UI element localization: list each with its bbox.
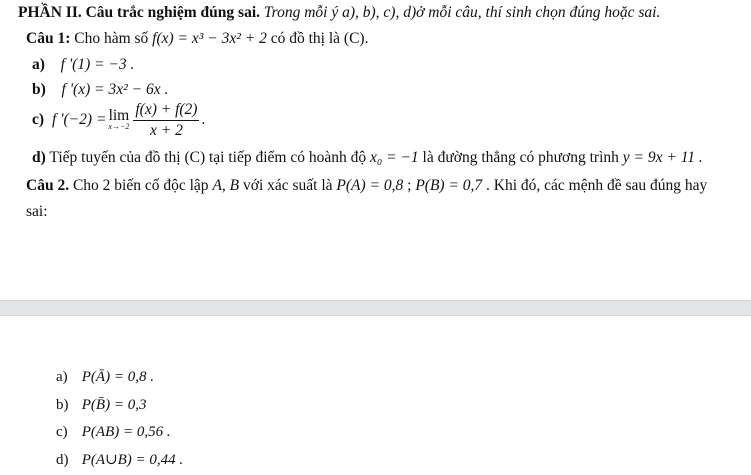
- item-expression: f '(x) = 3x² − 6x .: [61, 81, 169, 98]
- question-2-text-c: . Khi đó, các mệnh đề sau đúng hay: [486, 177, 708, 194]
- limit-subscript: x→−2: [108, 122, 130, 131]
- option-label: a): [56, 369, 68, 385]
- fraction-numerator: f(x) + f(2): [133, 100, 199, 121]
- question-1-stem-b: có đồ thị là (C).: [270, 30, 369, 47]
- part-heading: PHẦN II. Câu trắc nghiệm đúng sai.: [18, 4, 260, 21]
- limit-operator: [108, 109, 129, 131]
- question-2-option-b: [56, 395, 146, 415]
- part-heading-line: [18, 3, 660, 23]
- option-expression: P(AB) = 0,56 .: [81, 424, 171, 440]
- item-lhs: f '(−2) =: [52, 111, 107, 128]
- item-end: .: [201, 111, 206, 128]
- question-2-vars: A, B: [212, 177, 240, 194]
- question-2-option-a: [56, 367, 154, 387]
- item-text-a: Tiếp tuyến của đồ thị (C) tại tiếp điểm có hoành độ: [49, 149, 367, 166]
- option-label: d): [56, 452, 69, 468]
- band-edge-top: [0, 300, 751, 301]
- question-2-text-a: Cho 2 biến cố độc lập: [72, 177, 209, 194]
- item-x0: x₀ = −1: [369, 149, 419, 166]
- fraction-denominator: x + 2: [150, 121, 183, 139]
- question-2-sep: ;: [407, 177, 412, 194]
- question-1-item-d: [32, 148, 703, 168]
- item-label: d): [32, 149, 46, 166]
- question-1-item-b: [32, 80, 168, 100]
- question-1-item-c: [32, 98, 205, 142]
- question-2-stem-continued: [26, 202, 48, 222]
- option-expression: P(Ā) = 0,8 .: [81, 369, 154, 385]
- fraction: [133, 100, 199, 141]
- item-expression: f '(1) = −3 .: [60, 56, 135, 73]
- band-edge-bottom: [0, 315, 751, 316]
- option-label: b): [56, 397, 69, 413]
- limit-word: lim: [108, 107, 130, 124]
- part-instruction: Trong mỗi ý a), b), c), d)ở mỗi câu, thí sinh chọn đúng hoặc sai.: [263, 4, 661, 21]
- item-label: b): [32, 81, 46, 98]
- item-label: a): [32, 56, 45, 73]
- question-1-label: Câu 1:: [26, 30, 71, 47]
- page-break-band: [0, 300, 751, 316]
- item-text-b: là đường thẳng có phương trình: [422, 149, 619, 166]
- question-2-option-d: [56, 450, 183, 470]
- option-expression: P(B̄) = 0,3: [81, 397, 147, 413]
- question-2-stem: [26, 176, 707, 196]
- item-equation: y = 9x + 11 .: [622, 149, 703, 166]
- question-2-pa: P(A) = 0,8: [336, 177, 404, 194]
- question-2-label: Câu 2.: [26, 177, 70, 194]
- question-1-item-a: [32, 55, 134, 75]
- question-1-stem: [26, 29, 368, 49]
- item-label: c): [32, 111, 45, 128]
- question-1-function: f(x) = x³ − 3x² + 2: [152, 30, 267, 47]
- option-expression: P(A∪B) = 0,44 .: [81, 452, 184, 468]
- option-label: c): [56, 424, 68, 440]
- question-2-option-c: [56, 422, 171, 442]
- question-1-stem-a: Cho hàm số: [74, 30, 149, 47]
- question-2-pb: P(B) = 0,7: [415, 177, 483, 194]
- question-2-text-b: với xác suất là: [243, 177, 333, 194]
- question-2-text-d: sai:: [26, 203, 48, 220]
